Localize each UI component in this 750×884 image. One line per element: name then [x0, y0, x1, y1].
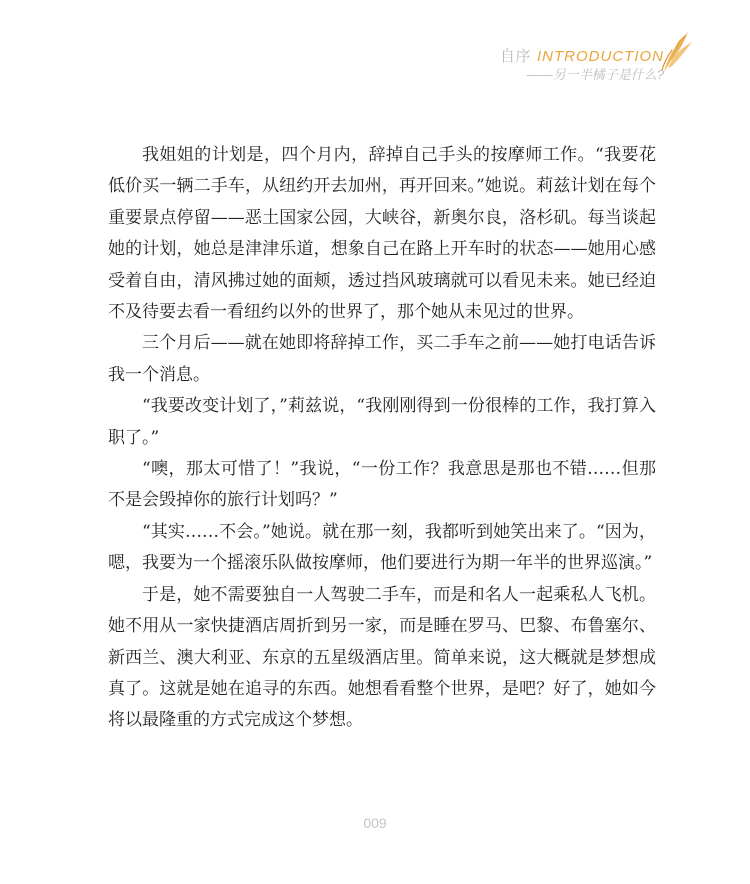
- feather-flourish-icon: [658, 28, 694, 74]
- header-title-line: [500, 48, 664, 66]
- paragraph-1: 我姐姐的计划是，四个月内，辞掉自己手头的按摩师工作。“我要花低价买一辆二手车，从纽约开去加州，再开回来。”她说。莉兹计划在每个重要景点停留——恶土国家公园，大峡谷，新奥尔良，洛杉矶。每当谈起她的计划，她总是津津乐道，想象自己在路上开车时的状态——她用心感受着自由，清风拂过她的面颊，透过挡风玻璃就可以看见未来。她已经迫不及待要去看一看纽约以外的世界了，那个她从未见过的世界。: [108, 145, 656, 323]
- paragraph-2: 三个月后——就在她即将辞掉工作，买二手车之前——她打电话告诉我一个消息。: [108, 333, 656, 385]
- running-header: [500, 48, 664, 83]
- paragraph-3: “我要改变计划了，”莉兹说，“我刚刚得到一份很棒的工作，我打算入职了。”: [108, 396, 656, 448]
- header-label-en: INTRODUCTION: [537, 48, 664, 65]
- paragraph-4: “噢，那太可惜了！”我说，“一份工作？我意思是那也不错……但那不是会毁掉你的旅行计划吗？”: [108, 459, 656, 511]
- header-label: 自序: [499, 48, 531, 65]
- paragraph-5: “其实……不会。”她说。就在那一刻，我都听到她笑出来了。“因为，嗯，我要为一个摇滚乐队做按摩师，他们要进行为期一年半的世界巡演。”: [108, 521, 656, 574]
- body-text: [108, 140, 656, 737]
- page-number: 009: [363, 815, 387, 831]
- header-subtitle: ——另一半橘子是什么?: [526, 67, 664, 82]
- paragraph-6: 于是，她不需要独自一人驾驶二手车，而是和名人一起乘私人飞机。她不用从一家快捷酒店周折到另一家，而是睡在罗马、巴黎、布鲁塞尔、新西兰、澳大利亚、东京的五星级酒店里。简单来说，这大概就是梦想成真了。这就是她在追寻的东西。她想看看整个世界，是吧？好了，她如今将以最隆重的方式完成这个梦想。: [108, 584, 656, 731]
